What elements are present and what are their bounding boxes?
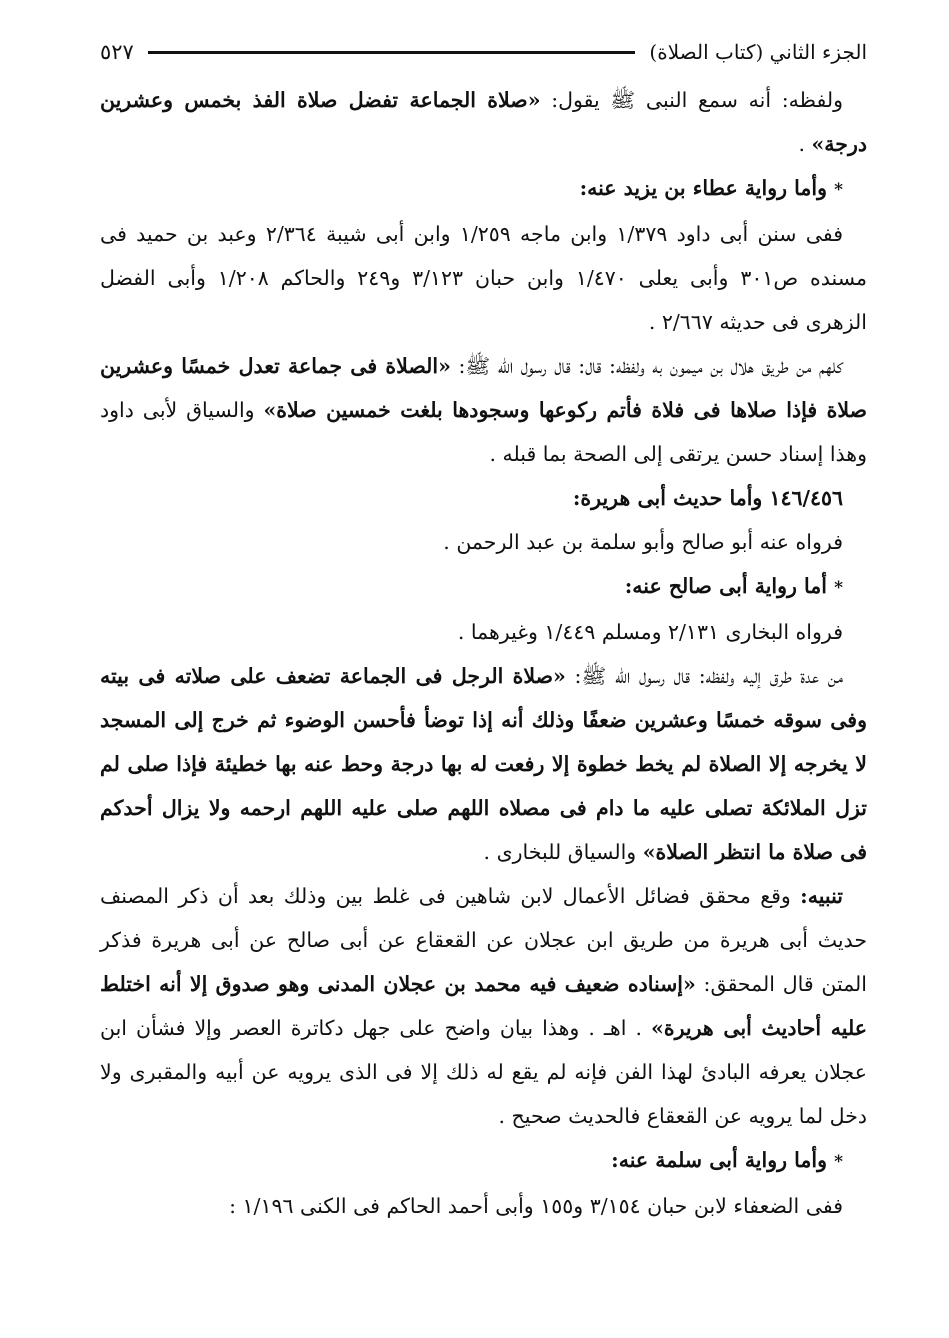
section-heading-abu-hurayra: ١٤٦/٤٥٦ وأما حديث أبى هريرة:	[572, 486, 843, 510]
note-label: تنبيه:	[800, 884, 843, 908]
paragraph-hilal-chain	[100, 344, 867, 476]
paragraph-sources: ففى سنن أبى داود ١/٣٧٩ وابن ماجه ١/٢٥٩ وابن أبى شيبة ٢/٣٦٤ وعبد بن حميد فى مسنده ص٣٠١ وأبى يعلى ١/٤٧٠ وابن حبان ٣/١٢٣ و٢٤٩ والحاكم ١/٢٠٨ وأبى الفضل الزهرى فى حديثه ٢/٦٦٧ .	[100, 222, 867, 334]
asterisk-icon: *	[834, 578, 843, 598]
section-heading-abu-salama	[100, 1138, 867, 1184]
hadith-quote: «صلاة الجماعة تفضل صلاة الفذ بخمس وعشرين درجة»	[100, 88, 867, 156]
header-rule	[148, 51, 636, 54]
running-title: الجزء الثاني (كتاب الصلاة)	[649, 40, 867, 64]
paragraph-hadith-prayer	[100, 654, 867, 874]
paragraph-text: ولفظه: أنه سمع النبى ﷺ يقول:	[540, 88, 844, 112]
paragraph-text: من عدة طرق إليه ولفظه: قال رسول الله ﷺ:	[565, 664, 843, 688]
hadith-quote: «إسناده ضعيف فيه محمد بن عجلان المدنى وهو صدوق إلا أنه اختلط عليه أحاديث أبى هريرة»	[100, 972, 867, 1040]
asterisk-icon: *	[834, 1152, 843, 1172]
paragraph-hadith-wording	[100, 78, 867, 166]
paragraph-text: والسياق لأبى داود وهذا إسناد حسن يرتقى إلى الصحة بما قبله .	[100, 398, 867, 466]
paragraph-text: وقع محقق فضائل الأعمال لابن شاهين فى غلط بين وذلك بعد أن ذكر المصنف حديث أبى هريرة من طريق ابن عجلان عن القعقاع عن أبى صالح عن أبى هريرة فذكر المتن قال المحقق:	[100, 884, 867, 996]
heading-text: أما رواية أبى صالح عنه:	[624, 574, 835, 598]
page-header	[100, 30, 867, 74]
heading-text: وأما رواية أبى سلمة عنه:	[611, 1148, 835, 1172]
hadith-quote: «الصلاة فى جماعة تعدل خمسًا وعشرين صلاة فإذا صلاها فى فلاة فأتم ركوعها وسجودها بلغت خمسين صلاة»	[100, 354, 868, 422]
paragraph-narrators: فرواه عنه أبو صالح وأبو سلمة بن عبد الرحمن .	[443, 530, 843, 554]
heading-text: وأما رواية عطاء بن يزيد عنه:	[579, 176, 835, 200]
paragraph-text: كلهم من طريق هلال بن ميمون به ولفظه: قال: قال رسول الله ﷺ:	[450, 354, 843, 378]
page-number: ٥٢٧	[100, 40, 134, 64]
page-body	[100, 78, 867, 1228]
section-heading-ata	[100, 166, 867, 212]
paragraph-bukhari-muslim: فرواه البخارى ٢/١٣١ ومسلم ١/٤٤٩ وغيرهما .	[457, 620, 843, 644]
paragraph-text: والسياق للبخارى .	[483, 840, 643, 864]
paragraph-duafa-sources: ففى الضعفاء لابن حبان ٣/١٥٤ و١٥٥ وأبى أحمد الحاكم فى الكنى ١/١٩٦ :	[229, 1194, 843, 1218]
asterisk-icon: *	[834, 180, 843, 200]
section-heading-abu-salih	[100, 564, 867, 610]
paragraph-text: .	[798, 132, 812, 156]
hadith-quote: «صلاة الرجل فى الجماعة تضعف على صلاته فى بيته وفى سوقه خمسًا وعشرين ضعفًا وذلك أنه إذا توضأ فأحسن الوضوء ثم خرج إلى المسجد لا يخرجه إلا الصلاة لم يخط خطوة إلا رفعت له بها درجة وحط عنه بها خطيئة فإذا صلى لم تزل الملائكة تصلى عليه ما دام فى مصلاه اللهم صلى عليه اللهم ارحمه ولا يزال أحدكم فى صلاة ما انتظر الصلاة»	[100, 664, 867, 864]
paragraph-text: . اهـ . وهذا بيان واضح على جهل دكاترة العصر وإلا فشأن ابن عجلان يعرفه البادئ لهذا الفن فإنه لم يقع له ذلك إلا فى الذى يرويه عن أبيه والمقبرى ولا دخل لما يرويه عن القعقاع فالحديث صحيح .	[100, 1016, 867, 1128]
paragraph-note	[100, 874, 867, 1138]
